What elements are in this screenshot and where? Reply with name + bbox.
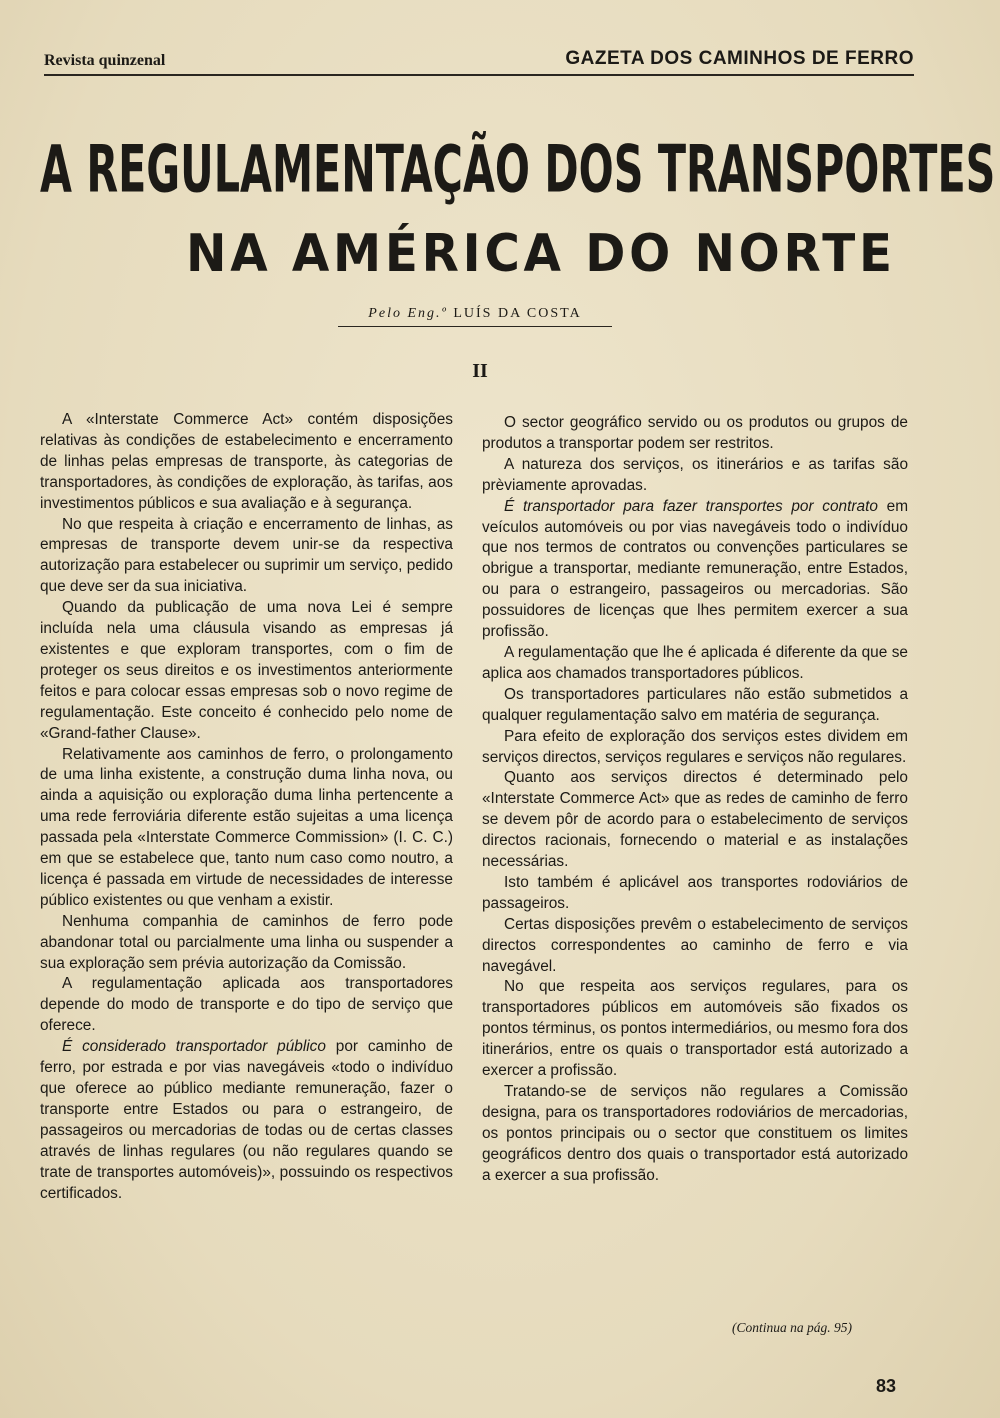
title-line-2: NA AMÉRICA DO NORTE xyxy=(186,224,896,284)
header-right: GAZETA DOS CAMINHOS DE FERRO xyxy=(565,48,914,69)
paragraph-text: por caminho de ferro, por estrada e por vias navegáveis «todo o indivíduo que oferece ao público mediante remuneração, fazer o transporte entre Estados ou para o estrangeiro, de passageiros ou mercadorias de todas ou de certas classes através de linhas regulares (ou não regulares quando se trate de transportes automóveis)», possuindo os respectivos certificados. xyxy=(40,1038,453,1202)
paragraph: Quando da publicação de uma nova Lei é sempre incluída nela uma cláusula visando as empresas já existentes e que exploram transportes, com o fim de proteger os seus direitos e os investimentos anteriormente feitos e para colocar essas empresas sob o novo regime de regulamentação. Este conceito é conhecido pelo nome de «Grand-father Clause». xyxy=(40,599,453,742)
paragraph xyxy=(40,1037,453,1204)
section-number: II xyxy=(472,360,488,382)
emphasis: É transportador para fazer transportes por contrato xyxy=(504,497,878,515)
paragraph: Certas disposições prevêm o estabelecimento de serviços directos correspondentes ao caminho de ferro e via navegável. xyxy=(482,915,908,975)
byline-author: LUÍS DA COSTA xyxy=(453,306,582,321)
paragraph: A regulamentação que lhe é aplicada é diferente da que se aplica aos chamados transportadores públicos. xyxy=(482,643,908,682)
paragraph: No que respeita aos serviços regulares, para os transportadores públicos em automóveis são fixados os pontos términus, os pontos intermediários, ou mesmo fora dos itinerários, entre os quais o transportador está autorizado a exercer a profissão. xyxy=(482,978,909,1080)
paragraph: Quanto aos serviços directos é determinado pelo «Interstate Commerce Act» que as redes de caminho de ferro se devem pôr de acordo para o estabelecimento de serviços directos racionais, fornecendo o material e as instalações necessárias. xyxy=(482,769,908,871)
column-right xyxy=(482,413,908,1187)
paragraph: A regulamentação aplicada aos transportadores depende do modo de transporte e do tipo de serviço que oferece. xyxy=(40,975,453,1035)
byline-prefix: Pelo Eng.º xyxy=(368,306,448,321)
paragraph: A «Interstate Commerce Act» contém disposições relativas às condições de estabelecimento e encerramento de linhas pelas empresas de transporte, às categorias de transportadores, às condições de exploração, às tarifas, aos investimentos públicos e sua avaliação e à segurança. xyxy=(40,411,453,512)
paragraph: Isto também é aplicável aos transportes rodoviários de passageiros. xyxy=(482,873,908,912)
emphasis: É considerado transportador público xyxy=(62,1038,326,1056)
paragraph: Relativamente aos caminhos de ferro, o prolongamento de uma linha existente, a construção duma linha nova, ou ainda a aquisição ou exploração duma linha pertencente a uma rede ferroviária diferente estão sujeitas a uma licença passada pela «Interstate Commerce Commission» (I. C. C.) em que se estabelece que, tanto num caso como noutro, a licença é passada em virtude de necessidades de interesse público existentes ou que venham a existir. xyxy=(40,745,453,909)
header-left: Revista quinzenal xyxy=(44,52,166,69)
paragraph: No que respeita à criação e encerramento de linhas, as empresas de transporte devem unir-se da respectiva autorização para estabelecer ou suprimir um serviço, pedido que deve ser da sua iniciativa. xyxy=(40,515,453,596)
byline xyxy=(338,306,612,327)
column-left xyxy=(40,410,453,1204)
running-header xyxy=(44,48,914,76)
continued-note: (Continua na pág. 95) xyxy=(732,1320,852,1335)
paragraph: Os transportadores particulares não estão submetidos a qualquer regulamentação salvo em matéria de segurança. xyxy=(482,685,908,724)
paragraph: Tratando-se de serviços não regulares a Comissão designa, para os transportadores rodoviários de mercadorias, os pontos principais ou o sector que constituem os limites geográficos dentro dos quais o transportador está autorizado a exercer a sua profissão. xyxy=(482,1083,908,1184)
title-line-1: A REGULAMENTAÇÃO DOS TRANSPORTES xyxy=(40,132,996,208)
paragraph: Para efeito de exploração dos serviços estes dividem em serviços directos, serviços regulares e serviços não regulares. xyxy=(482,727,908,766)
page-number: 83 xyxy=(876,1376,897,1396)
paragraph: A natureza dos serviços, os itinerários e as tarifas são prèviamente aprovadas. xyxy=(482,455,908,494)
paragraph-text: em veículos automóveis ou por vias navegáveis todo o indivíduo que nos termos de contratos ou convenções particulares se obrigue a transportar, mediante remuneração, entre Estados, ou para o estrangeiro, passageiros ou mercadorias. São possuidores de licenças que lhes permitem exercer a sua profissão. xyxy=(482,497,909,641)
paragraph: Nenhuma companhia de caminhos de ferro pode abandonar total ou parcialmente uma linha ou suspender a sua exploração sem prévia autorização da Comissão. xyxy=(40,912,453,972)
paragraph xyxy=(482,497,908,643)
paragraph: O sector geográfico servido ou os produtos ou grupos de produtos a transportar podem ser restritos. xyxy=(482,414,908,452)
